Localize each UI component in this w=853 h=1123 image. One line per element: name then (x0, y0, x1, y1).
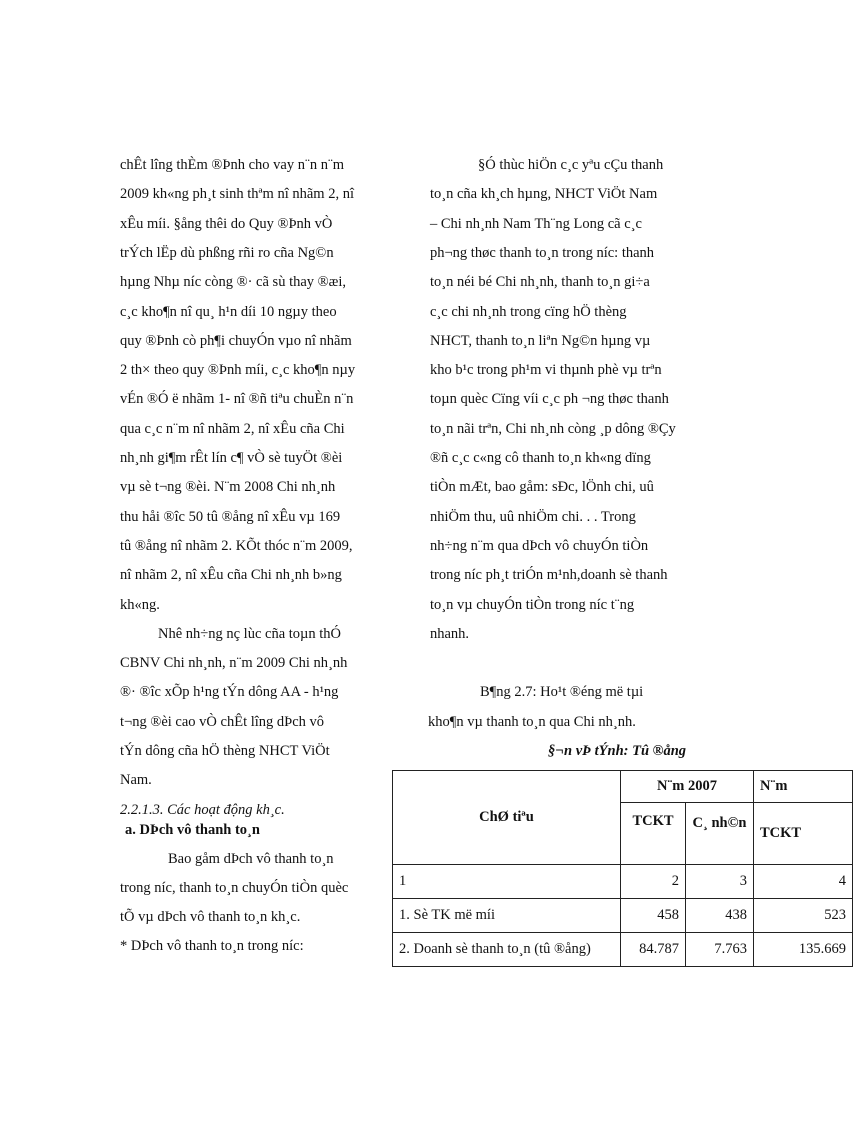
header-ca-nhan-2007: C¸ nh©n (686, 803, 754, 865)
index-cell: 3 (686, 865, 754, 899)
body-text-line: * DÞch vô thanh to¸n trong níc: (120, 938, 304, 954)
body-text-line: Nam. (120, 772, 152, 789)
body-text-line: qua c¸c n¨m nî nhãm 2, nî xÊu cña Chi (120, 420, 345, 437)
body-text-line: trÝch lËp dù phßng rñi ro cña Ng©n (120, 244, 334, 261)
payment-activity-table (392, 770, 853, 967)
body-text-line: 2009 kh«ng ph¸t sinh thªm nî nhãm 2, nî (120, 186, 354, 203)
table-row (393, 933, 853, 967)
body-text-line: t¬ng ®èi cao vÒ chÊt lîng dÞch vô (120, 713, 325, 730)
body-text-line: nh÷ng n¨m qua dÞch vô chuyÓn tiÒn (430, 537, 649, 554)
body-text-line: c¸c kho¶n nî qu¸ h¹n díi 10 ngµy theo (120, 303, 337, 320)
header-year-2007: N¨m 2007 (621, 771, 754, 803)
body-text-line: toµn quèc Cïng víi c¸c ph ¬ng thøc thanh (430, 391, 669, 408)
index-cell: 4 (754, 865, 853, 899)
header-indicator: ChØ tiªu (393, 771, 621, 865)
row-value: 523 (754, 899, 853, 933)
body-text-line: ®ñ c¸c c«ng cô thanh to¸n kh«ng dïng (430, 450, 651, 466)
body-text-line: kho b¹c trong ph¹m vi thµnh phè vµ trªn (430, 362, 662, 379)
body-text-line: to¸n vµ chuyÓn tiÒn trong níc t¨ng (430, 596, 635, 613)
body-text-line: Nhê nh÷ng nç lùc cña toµn thÓ (158, 625, 342, 642)
body-text-line: tÕ vµ dÞch vô thanh to¸n kh¸c. (120, 909, 301, 925)
header-year-2008: N¨m (754, 771, 853, 803)
body-text-line: tiÒn mÆt, bao gåm: sÐc, lÖnh chi, uû (430, 479, 654, 496)
body-text-line: ®· ®îc xÕp h¹ng tÝn dông AA - h¹ng (120, 684, 339, 701)
table-caption-line1: B¶ng 2.7: Ho¹t ®éng më tµi (480, 684, 644, 700)
row-value: 135.669 (754, 933, 853, 967)
row-value: 458 (621, 899, 686, 933)
body-text-line: hµng Nhµ níc còng ®· cã sù thay ®æi, (120, 274, 346, 291)
body-text-line: §Ó thùc hiÖn c¸c yªu cÇu thanh (478, 157, 664, 173)
body-text-line: quy ®Þnh cò ph¶i chuyÓn vµo nî nhãm (120, 332, 352, 349)
header-tckt-2007: TCKT (621, 803, 686, 865)
row-value: 7.763 (686, 933, 754, 967)
body-text-line: vÉn ®Ó ë nhãm 1- nî ®ñ tiªu chuÈn n¨n (120, 391, 354, 408)
body-text-line: vµ sè t¬ng ®èi. N¨m 2008 Chi nh¸nh (120, 479, 336, 496)
body-text-line: to¸n néi bé Chi nh¸nh, thanh to¸n gi÷a (430, 274, 650, 291)
row-label: 1. Sè TK më míi (393, 899, 621, 933)
body-text-line: tû ®ång nî nhãm 2. KÕt thóc n¨m 2009, (120, 537, 353, 554)
body-text-line: xÊu míi. §ång thêi do Quy ®Þnh vÒ (120, 215, 333, 232)
row-value: 84.787 (621, 933, 686, 967)
index-cell: 1 (393, 865, 621, 899)
body-text-line: 2 th× theo quy ®Þnh míi, c¸c kho¶n nµy (120, 362, 356, 379)
body-text-line: to¸n nãi trªn, Chi nh¸nh còng ¸p dông ®Çy (430, 420, 676, 437)
body-text-line: tÝn dông cña hÖ thèng NHCT ViÖt (120, 743, 330, 759)
body-text-line: nhiÖm thu, uû nhiÖm chi. . . Trong (430, 508, 636, 525)
sub-heading: a. DÞch vô thanh to¸n (125, 822, 260, 838)
row-value: 438 (686, 899, 754, 933)
body-text-line: CBNV Chi nh¸nh, n¨m 2009 Chi nh¸nh (120, 655, 348, 672)
body-text-line: ph¬ng thøc thanh to¸n trong níc: thanh (430, 244, 655, 261)
table-caption-line2: kho¶n vµ thanh to¸n qua Chi nh¸nh. (428, 714, 636, 730)
index-cell: 2 (621, 865, 686, 899)
body-text-line: – Chi nh¸nh Nam Th¨ng Long cã c¸c (430, 215, 642, 232)
section-heading: 2.2.1.3. Các hoạt động kh¸c. (120, 802, 285, 818)
body-text-line: to¸n cña kh¸ch hµng, NHCT ViÖt Nam (430, 186, 658, 203)
table-header-row-1 (393, 771, 853, 803)
body-text-line: chÊt lîng thÈm ®Þnh cho vay n¨n n¨m (120, 157, 345, 173)
body-text-line: kh«ng. (120, 596, 160, 613)
table-row (393, 899, 853, 933)
body-text-line: nhanh. (430, 625, 470, 642)
body-text-line: trong níc ph¸t triÓn m¹nh,doanh sè thanh (430, 567, 668, 584)
body-text-line: nh¸nh gi¶m rÊt lín c¶ vÒ sè tuyÖt ®èi (120, 450, 343, 466)
body-text-line: NHCT, thanh to¸n liªn Ng©n hµng vµ (430, 332, 651, 349)
body-text-line: trong níc, thanh to¸n chuyÓn tiÒn quèc (120, 880, 349, 896)
body-text-line: c¸c chi nh¸nh trong cïng hÖ thèng (430, 303, 627, 320)
body-text-line: nî nhãm 2, nî xÊu cña Chi nh¸nh b»ng (120, 567, 342, 584)
table-index-row (393, 865, 853, 899)
body-text-line: Bao gåm dÞch vô thanh to¸n (168, 851, 334, 867)
header-tckt-2008: TCKT (754, 803, 853, 865)
table-unit-note: §¬n vÞ tÝnh: Tû ®ång (548, 743, 687, 759)
row-label: 2. Doanh sè thanh to¸n (tû ®ång) (393, 933, 621, 967)
body-text-line: thu håi ®îc 50 tû ®ång nî xÊu vµ 169 (120, 508, 341, 525)
